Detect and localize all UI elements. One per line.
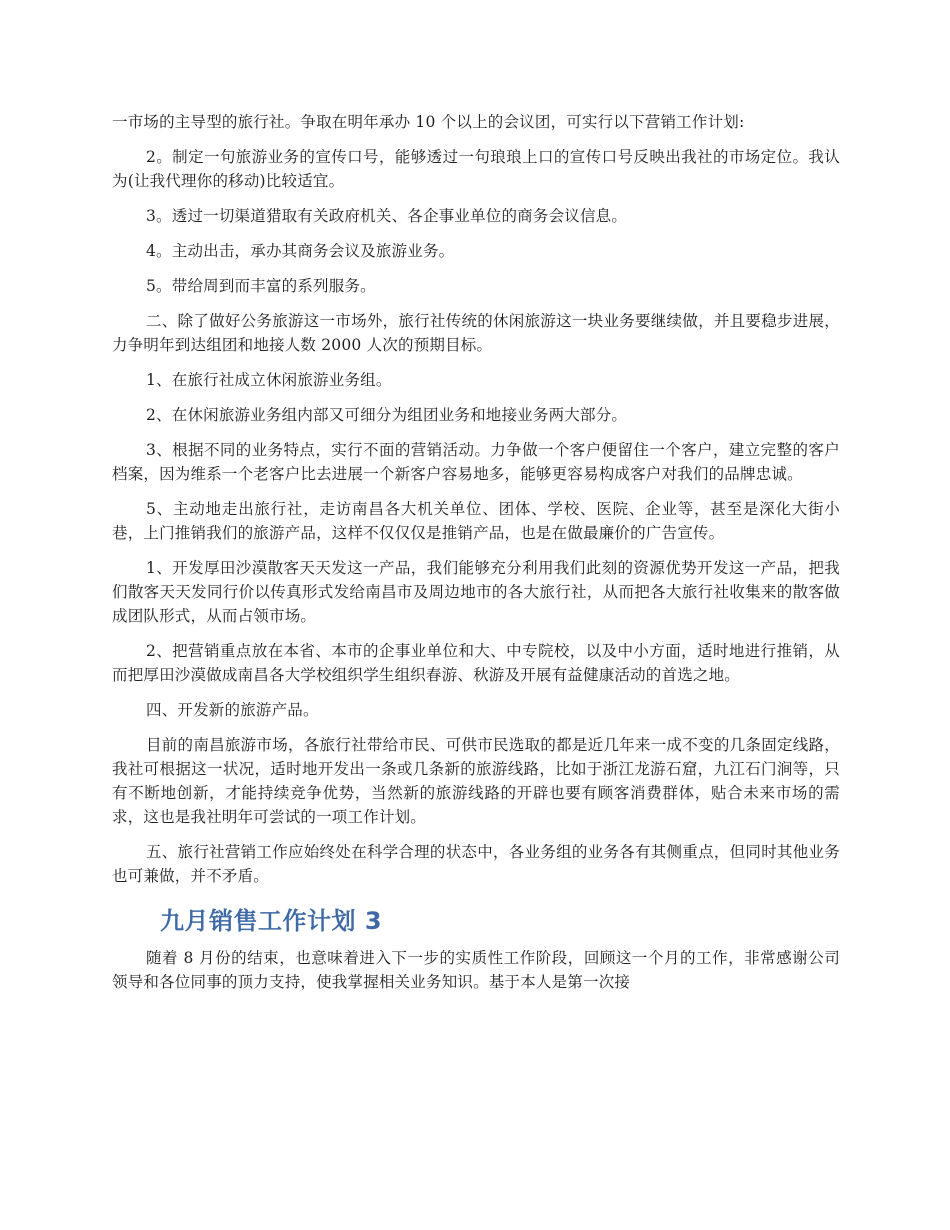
paragraph: 2、把营销重点放在本省、本市的企事业单位和大、中专院校，以及中小方面，适时地进行推销，从而把厚田沙漠做成南昌各大学校组织学生组织春游、秋游及开展有益健康活动的首选之地。 bbox=[112, 642, 840, 684]
paragraph: 四、开发新的旅游产品。 bbox=[146, 701, 319, 719]
document-body-continued bbox=[112, 946, 840, 994]
paragraph: 4。主动出击，承办其商务会议及旅游业务。 bbox=[146, 242, 455, 260]
paragraph: 五、旅行社营销工作应始终处在科学合理的状态中，各业务组的业务各有其侧重点，但同时其他业务也可兼做，并不矛盾。 bbox=[112, 843, 840, 885]
paragraph: 一市场的主导型的旅行社。争取在明年承办 10 个以上的会议团，可实行以下营销工作计划: bbox=[112, 113, 745, 131]
paragraph: 2。制定一句旅游业务的宣传口号，能够透过一句琅琅上口的宣传口号反映出我社的市场定位。我认为(让我代理你的移动)比较适宜。 bbox=[112, 148, 840, 190]
paragraph: 2、在休闲旅游业务组内部又可细分为组团业务和地接业务两大部分。 bbox=[146, 406, 628, 424]
document-body bbox=[112, 110, 840, 888]
paragraph: 随着 8 月份的结束，也意味着进入下一步的实质性工作阶段，回顾这一个月的工作，非常感谢公司领导和各位同事的顶力支持，使我掌握相关业务知识。基于本人是第一次接 bbox=[112, 949, 840, 991]
paragraph: 5。带给周到而丰富的系列服务。 bbox=[146, 277, 376, 295]
paragraph: 二、除了做好公务旅游这一市场外，旅行社传统的休闲旅游这一块业务要继续做，并且要稳步进展，力争明年到达组团和地接人数 2000 人次的预期目标。 bbox=[112, 312, 840, 354]
document-page bbox=[112, 110, 840, 994]
paragraph: 5、主动地走出旅行社，走访南昌各大机关单位、团体、学校、医院、企业等，甚至是深化大街小巷，上门推销我们的旅游产品，这样不仅仅仅是推销产品，也是在做最廉价的广告宣传。 bbox=[112, 500, 840, 542]
paragraph: 1、在旅行社成立休闲旅游业务组。 bbox=[146, 371, 392, 389]
paragraph: 3、根据不同的业务特点，实行不面的营销活动。力争做一个客户便留住一个客户，建立完整的客户档案，因为维系一个老客户比去进展一个新客户容易地多，能够更容易构成客户对我们的品牌忠诚。 bbox=[112, 441, 840, 483]
paragraph: 3。透过一切渠道猎取有关政府机关、各企事业单位的商务会议信息。 bbox=[146, 207, 628, 225]
paragraph: 目前的南昌旅游市场，各旅行社带给市民、可供市民选取的都是近几年来一成不变的几条固定线路，我社可根据这一状况，适时地开发出一条或几条新的旅游线路，比如于浙江龙游石窟，九江石门涧等，只有不断地创新，才能持续竞争优势，当然新的旅游线路的开辟也要有顾客消费群体，贴合未来市场的需求，这也是我社明年可尝试的一项工作计划。 bbox=[112, 736, 840, 826]
section-heading: 九月销售工作计划 3 bbox=[160, 907, 383, 935]
paragraph: 1、开发厚田沙漠散客天天发这一产品，我们能够充分利用我们此刻的资源优势开发这一产品，把我们散客天天发同行价以传真形式发给南昌市及周边地市的各大旅行社，从而把各大旅行社收集来的散客做成团队形式，从而占领市场。 bbox=[112, 559, 840, 625]
